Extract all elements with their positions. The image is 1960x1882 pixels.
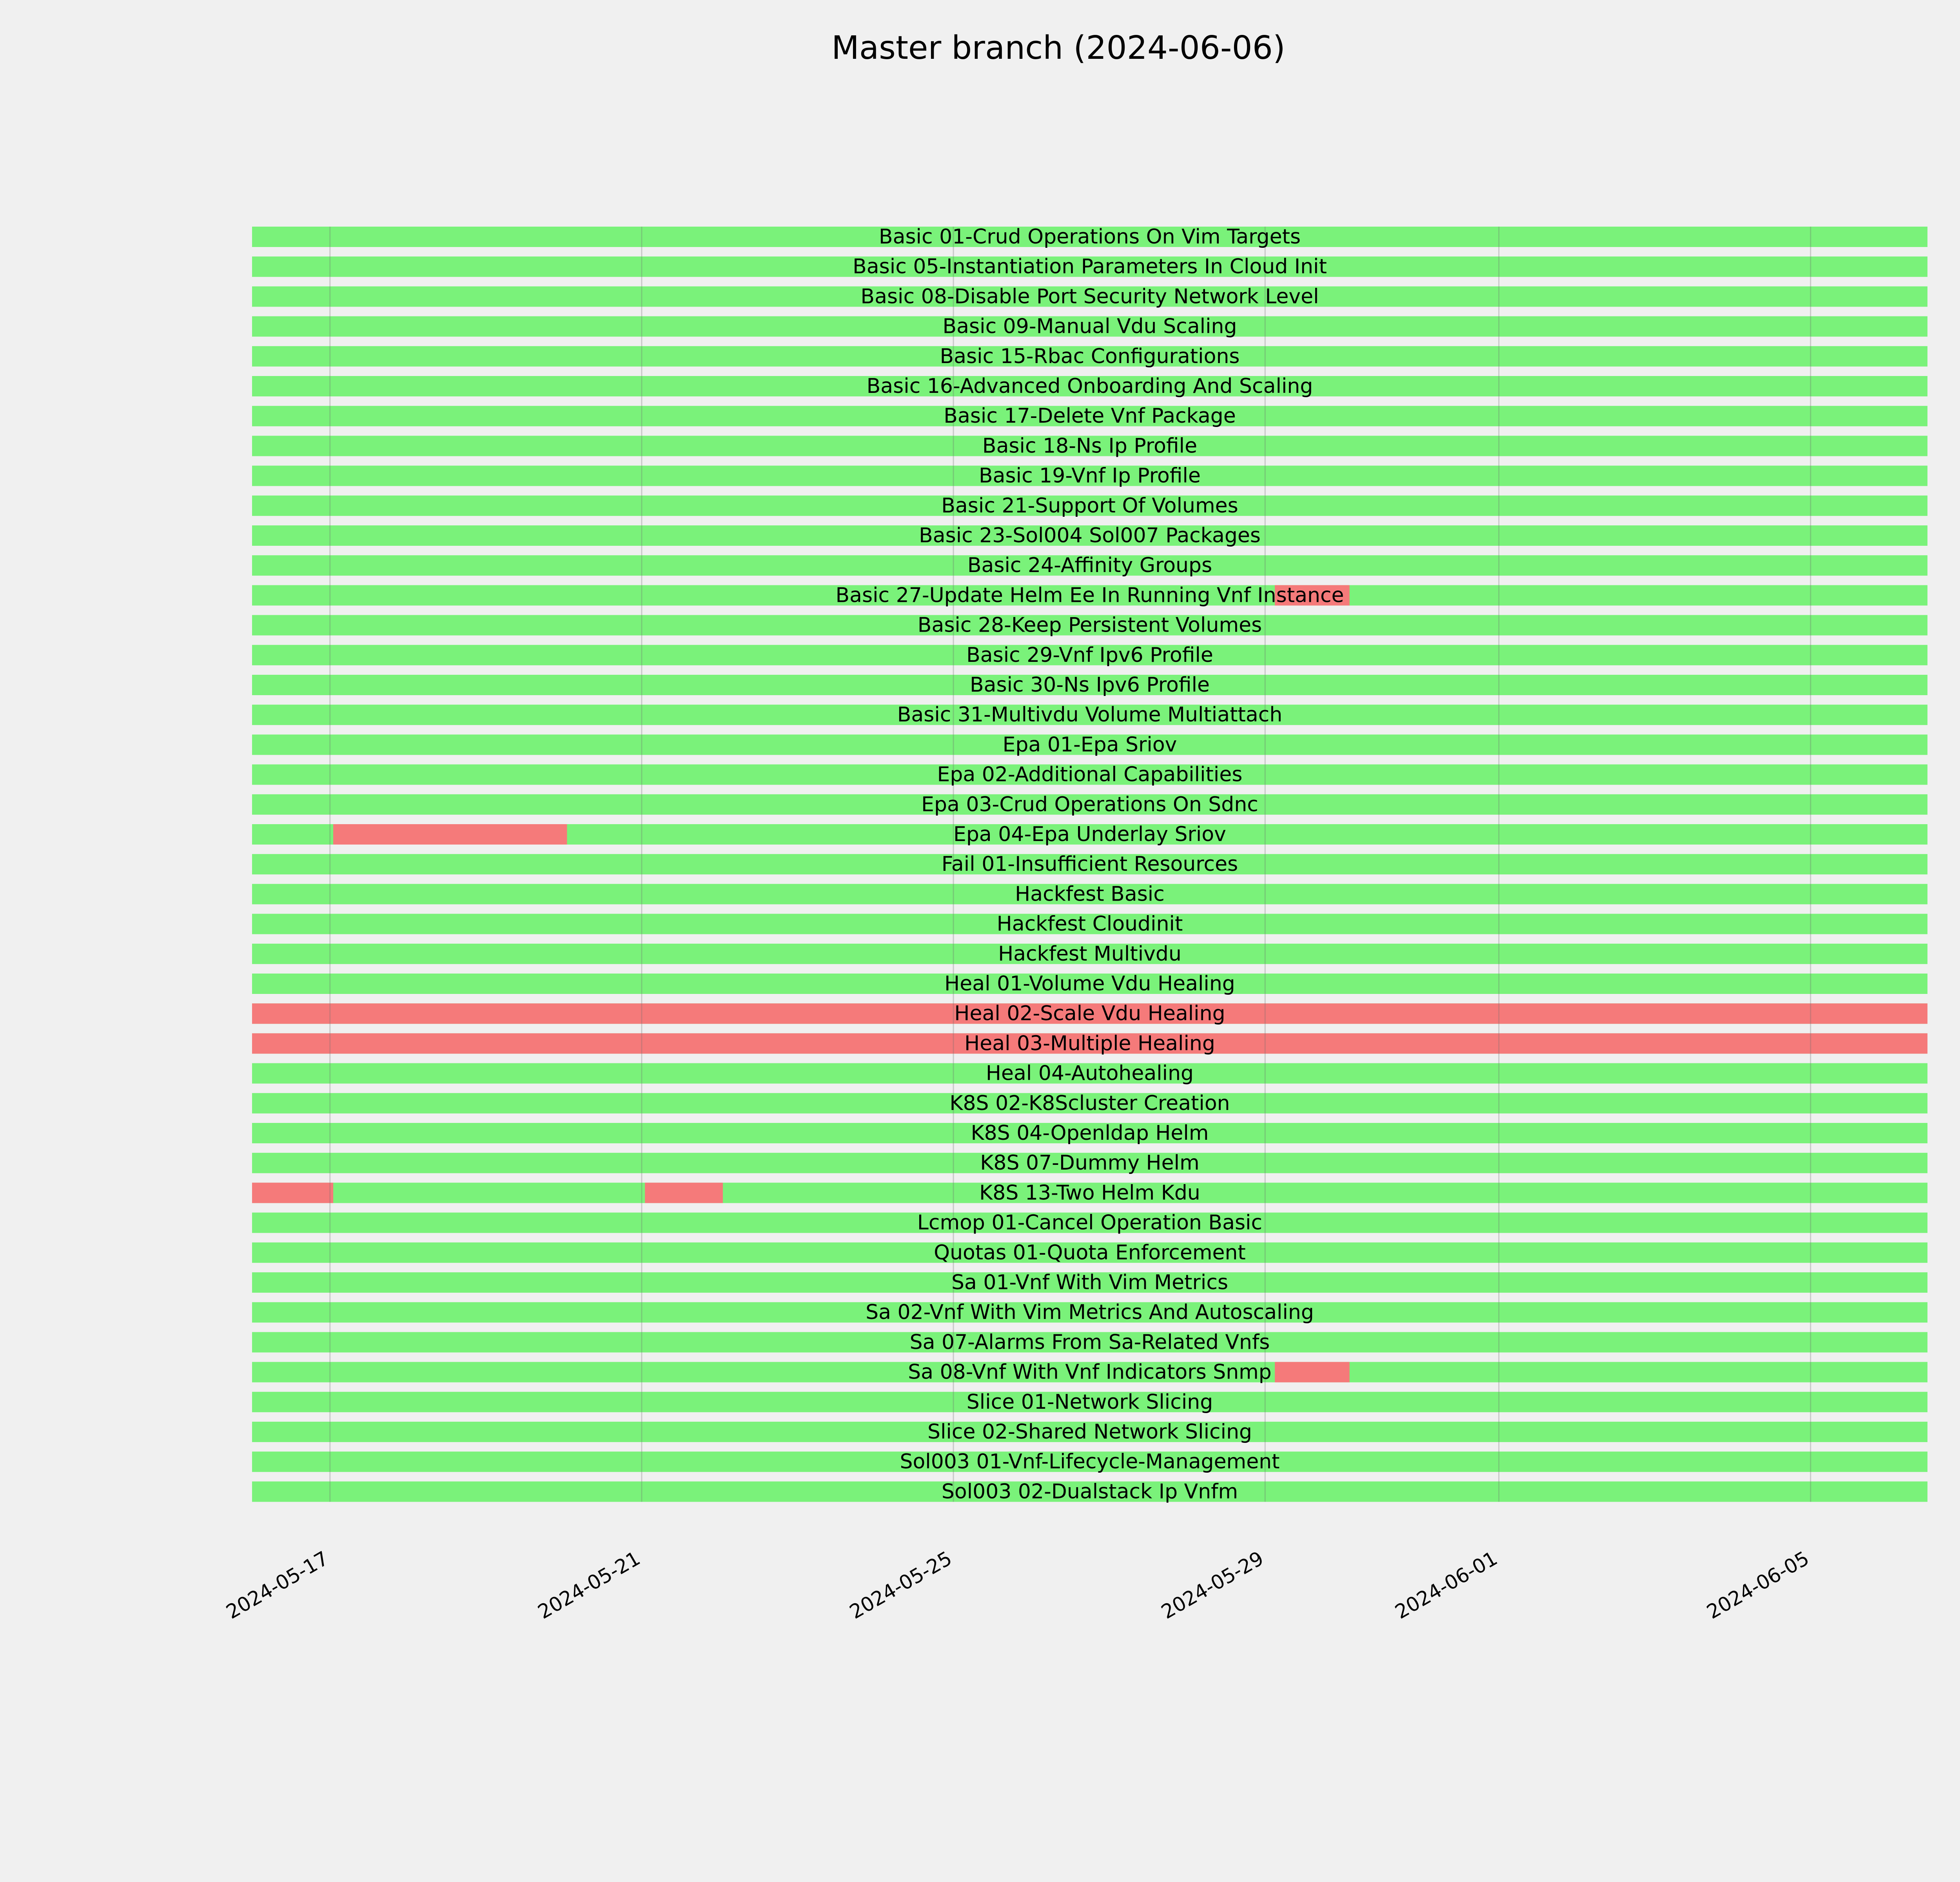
- row-label: Basic 29-Vnf Ipv6 Profile: [966, 643, 1213, 667]
- row-label: Hackfest Multivdu: [998, 942, 1181, 966]
- row-label: K8S 07-Dummy Helm: [980, 1151, 1200, 1175]
- row-label: Hackfest Basic: [1015, 882, 1165, 906]
- row-label: Quotas 01-Quota Enforcement: [934, 1241, 1246, 1264]
- row-label: Sa 08-Vnf With Vnf Indicators Snmp: [908, 1360, 1272, 1384]
- row-label: Heal 04-Autohealing: [985, 1061, 1194, 1085]
- row-label: Basic 28-Keep Persistent Volumes: [917, 613, 1262, 637]
- fail-bar: [645, 1183, 723, 1203]
- row-label: Fail 01-Insufficient Resources: [941, 852, 1238, 876]
- row-label: Heal 02-Scale Vdu Healing: [954, 1002, 1225, 1026]
- x-tick-label: 2024-06-05: [1703, 1547, 1813, 1624]
- row-label: K8S 13-Two Helm Kdu: [979, 1181, 1200, 1205]
- x-tick-label: 2024-05-21: [534, 1547, 644, 1624]
- x-tick-label: 2024-06-01: [1391, 1547, 1501, 1624]
- row-label: Lcmop 01-Cancel Operation Basic: [917, 1211, 1263, 1235]
- x-axis: [222, 1547, 1813, 1624]
- x-tick-label: 2024-05-25: [846, 1547, 956, 1624]
- row-label: Basic 09-Manual Vdu Scaling: [942, 314, 1237, 338]
- row-label: Epa 03-Crud Operations On Sdnc: [921, 792, 1258, 816]
- row-label: Heal 03-Multiple Healing: [964, 1032, 1215, 1055]
- row-label: Sa 01-Vnf With Vim Metrics: [951, 1271, 1229, 1294]
- row-label: Epa 02-Additional Capabilities: [937, 763, 1243, 787]
- row-label: Basic 19-Vnf Ip Profile: [978, 464, 1201, 488]
- row-label: Basic 30-Ns Ipv6 Profile: [969, 673, 1210, 697]
- x-tick-label: 2024-05-17: [222, 1547, 332, 1624]
- row-label: Sa 02-Vnf With Vim Metrics And Autoscaling: [866, 1301, 1314, 1324]
- row-label: Slice 02-Shared Network Slicing: [927, 1420, 1252, 1444]
- fail-bar: [1275, 1362, 1350, 1382]
- row-label: Basic 16-Advanced Onboarding And Scaling: [866, 374, 1313, 398]
- row-label: Sol003 02-Dualstack Ip Vnfm: [941, 1480, 1238, 1504]
- row-label: Basic 17-Delete Vnf Package: [944, 404, 1236, 428]
- row-label: Basic 21-Support Of Volumes: [941, 494, 1238, 518]
- row-label: K8S 02-K8Scluster Creation: [949, 1091, 1230, 1115]
- row-label: K8S 04-Openldap Helm: [971, 1121, 1209, 1145]
- fail-bar: [333, 824, 567, 845]
- row-label: Basic 08-Disable Port Security Network Level: [860, 285, 1319, 309]
- row-label: Basic 18-Ns Ip Profile: [982, 434, 1198, 458]
- fail-bar: [252, 1183, 333, 1203]
- row-label: Heal 01-Volume Vdu Healing: [944, 972, 1235, 995]
- row-label: Slice 01-Network Slicing: [966, 1390, 1213, 1414]
- row-label: Basic 23-Sol004 Sol007 Packages: [919, 524, 1261, 547]
- row-label: Basic 24-Affinity Groups: [967, 554, 1212, 578]
- x-tick-label: 2024-05-29: [1157, 1547, 1268, 1624]
- row-label: Basic 15-Rbac Configurations: [940, 344, 1240, 368]
- row-label: Basic 05-Instantiation Parameters In Cloud Init: [853, 255, 1327, 279]
- row-label: Basic 27-Update Helm Ee In Running Vnf Instance: [835, 583, 1344, 607]
- row-label: Hackfest Cloudinit: [996, 912, 1183, 936]
- row-label: Epa 04-Epa Underlay Sriov: [953, 823, 1226, 846]
- row-label: Epa 01-Epa Sriov: [1002, 733, 1177, 757]
- row-label: Basic 31-Multivdu Volume Multiattach: [897, 703, 1283, 727]
- chart-title: Master branch (2024-06-06): [831, 29, 1285, 67]
- row-label: Basic 01-Crud Operations On Vim Targets: [878, 225, 1301, 249]
- row-label: Sa 07-Alarms From Sa-Related Vnfs: [909, 1330, 1270, 1354]
- row-label: Sol003 01-Vnf-Lifecycle-Management: [900, 1450, 1280, 1474]
